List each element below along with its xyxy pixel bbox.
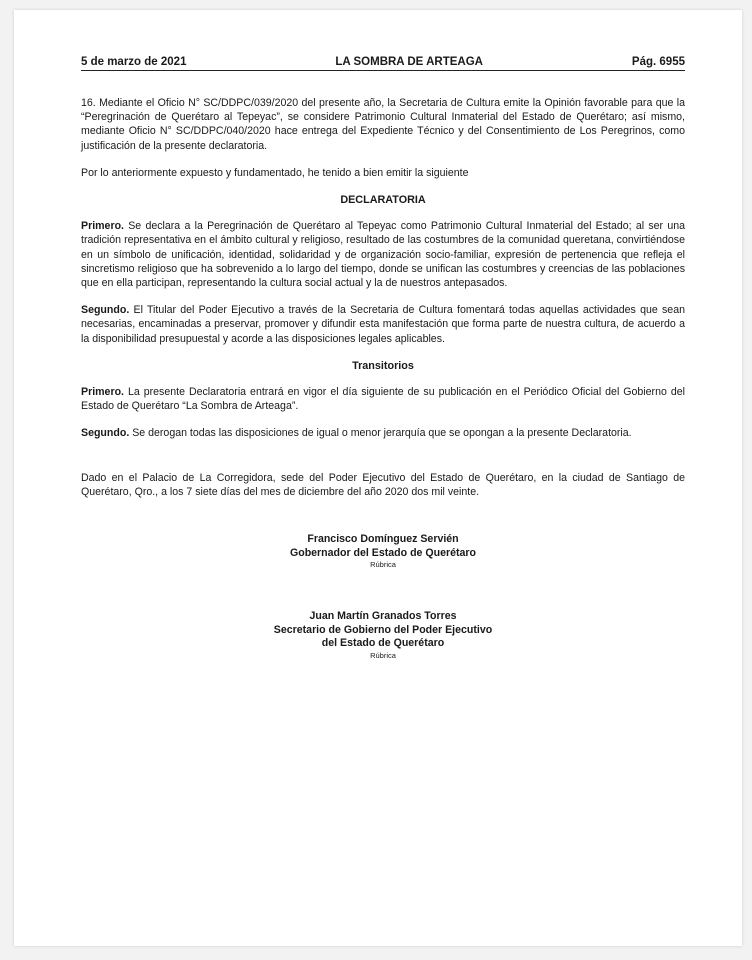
rubrica-label: Rúbrica [370,650,396,660]
paragraph-16: 16. Mediante el Oficio N° SC/DDPC/039/2020 del presente año, la Secretaria de Cultura emite la Opinión favorable para que la “Peregrinación de Querétaro al Tepeyac”, se considere Patrimonio Cultural Inmaterial del Estado de Querétaro; así mismo, mediante Oficio N° SC/DDPC/040/2020 hace entrega del Expediente Técnico y del Consentimiento de Los Peregrinos, como justificación de la presente declaratoria. [81,97,685,152]
document-page [14,10,742,946]
signatory-title-line2: del Estado de Querétaro [321,637,445,650]
transitorios-segundo-label: Segundo. [81,427,130,440]
signature-block-governor [81,533,685,570]
signatory-name: Francisco Domínguez Servién [307,533,459,546]
header-page-number: Pág. 6955 [631,56,685,68]
transitorios-segundo [81,426,685,440]
transitorios-primero [81,385,685,413]
declaratoria-segundo-label: Segundo. [81,304,130,317]
transitorios-primero-text: La presente Declaratoria entrará en vigor el día siguiente de su publicación en el Periódico Oficial del Gobierno del Estado de Querétaro “La Sombra de Arteaga”. [81,386,685,413]
declaratoria-segundo-text: El Titular del Poder Ejecutivo a través de la Secretaria de Cultura fomentará todas aquellas actividades que sean necesarias, encaminadas a preservar, promover y difundir esta manifestación que forma parte de nuestra cultura, de acuerdo a la disponibilidad presupuestal y acorde a las disposiciones legales aplicables. [81,304,685,345]
declaratoria-primero-text: Se declara a la Peregrinación de Querétaro al Tepeyac como Patrimonio Cultural Inmaterial del Estado; al ser una tradición representativa en el ámbito cultural y religioso, resultado de las costumbres de la comunidad queretana, convirtiéndose en un símbolo de unificación, identidad, solidaridad y de organización socio-familiar, expresión de pertenencia que refleja el sincretismo religioso que ha sobrevenido a lo largo del tiempo, donde se unifican las costumbres y creencias de las poblaciones que en ella participan, representando la cultura social actual y la de nuestros antepasados. [81,220,685,290]
rubrica-label: Rúbrica [370,560,396,570]
declaratoria-segundo [81,303,685,346]
transitorios-segundo-text: Se derogan todas las disposiciones de igual o menor jerarquía que se opongan a la presente Declaratoria. [129,427,632,440]
transitorios-primero-label: Primero. [81,386,124,399]
closing-paragraph: Dado en el Palacio de La Corregidora, sede del Poder Ejecutivo del Estado de Querétaro, en la ciudad de Santiago de Querétaro, Qro., a los 7 siete días del mes de diciembre del año 2020 dos mil veinte. [81,471,685,498]
signature-block-secretary [81,610,685,661]
declaratoria-heading: DECLARATORIA [340,194,426,207]
header-publication: LA SOMBRA DE ARTEAGA [335,56,483,68]
intro-paragraph: Por lo anteriormente expuesto y fundamentado, he tenido a bien emitir la siguiente [81,166,469,179]
signatory-title: Secretario de Gobierno del Poder Ejecutivo [273,623,493,636]
header-date: 5 de marzo de 2021 [81,56,187,68]
document-body [81,96,685,661]
transitorios-heading: Transitorios [352,359,414,372]
declaratoria-primero [81,219,685,290]
page-header [81,56,685,71]
signatory-name: Juan Martín Granados Torres [309,610,457,623]
declaratoria-primero-label: Primero. [81,220,124,233]
signatory-title: Gobernador del Estado de Querétaro [289,546,477,559]
